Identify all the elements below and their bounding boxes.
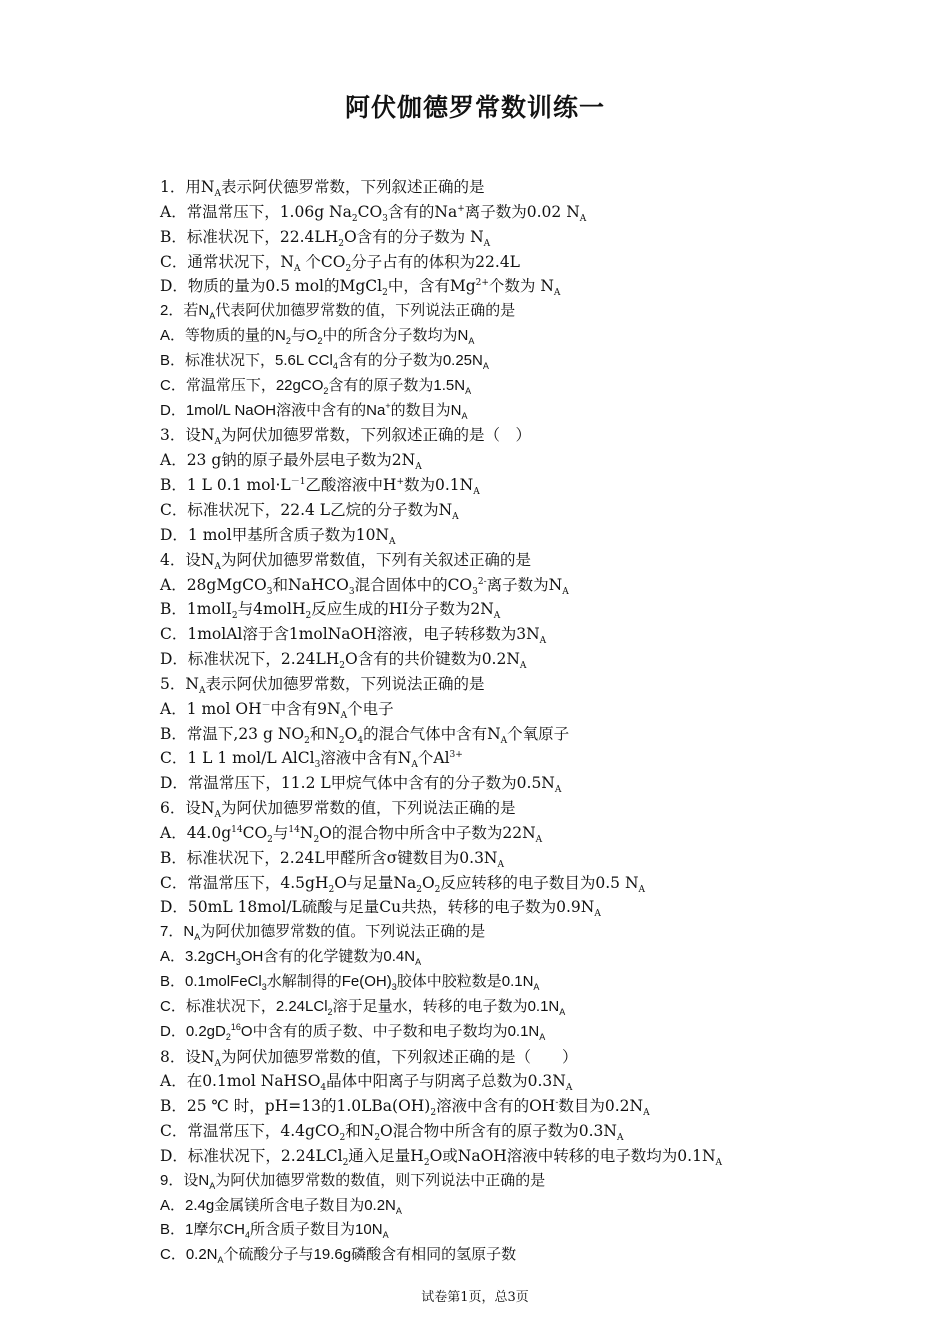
subscript: A <box>483 238 491 249</box>
text-segment: 个氧原子 <box>507 724 570 743</box>
subscript: A <box>452 512 459 523</box>
answer-option <box>160 498 900 523</box>
answer-option <box>160 746 900 771</box>
text-segment: 的数目为N <box>390 401 462 419</box>
subscript: A <box>535 835 543 846</box>
text-segment: 与 <box>272 823 289 842</box>
subscript: 2 <box>338 238 344 249</box>
superscript: 14 <box>231 824 243 835</box>
text-segment: 个电子 <box>347 699 394 718</box>
text-segment: 中，含有Mg <box>387 277 476 296</box>
subscript: A <box>473 487 480 498</box>
subscript: A <box>533 982 540 992</box>
text-segment: D．50mL 18mol/L硫酸与足量Cu共热，转移的电子数为0.9N <box>160 898 595 917</box>
subscript: A <box>415 462 422 473</box>
answer-option <box>160 1218 900 1243</box>
subscript: A <box>209 1180 216 1191</box>
superscript: 2+ <box>475 278 489 289</box>
subscript: 2 <box>345 263 352 274</box>
text-segment: D．标准状况下，2.24LCl <box>160 1146 343 1165</box>
text-segment: 晶体中阳离子与阴离子总数为0.3N <box>326 1072 566 1091</box>
text-segment: 中的所含分子数均为N <box>322 327 469 345</box>
text-segment: 和N <box>309 724 339 743</box>
text-segment: 分子占有的体积为22.4L <box>351 252 520 271</box>
subscript: 2 <box>313 835 320 846</box>
text-segment: 为阿伏加德罗常数的值，下列说法正确的是 <box>220 799 516 818</box>
subscript: 2 <box>374 1133 381 1144</box>
text-segment: OH含有的化学键数为0.4N <box>240 948 416 966</box>
question-stem <box>160 423 900 448</box>
subscript: A <box>539 636 547 647</box>
superscript: - <box>555 1098 559 1109</box>
text-segment: 与O <box>290 327 318 345</box>
superscript: －1 <box>290 476 306 487</box>
question-stem <box>160 1169 900 1194</box>
question-stem <box>160 175 900 200</box>
text-segment: 为阿伏加德罗常数的值，下列叙述正确的是（ ） <box>220 1047 578 1066</box>
text-segment: 反应生成的HI分子数为2N <box>311 600 494 619</box>
answer-option <box>160 846 900 871</box>
subscript: A <box>562 586 569 597</box>
answer-option <box>160 324 900 349</box>
text-segment: 7．N <box>160 923 195 941</box>
subscript: A <box>554 785 562 796</box>
subscript: 2 <box>342 1158 349 1168</box>
subscript: A <box>468 336 475 347</box>
answer-option <box>160 448 900 473</box>
subscript: A <box>638 884 646 895</box>
text-segment: B．1molI <box>160 600 232 619</box>
answer-option <box>160 250 900 275</box>
subscript: 2 <box>382 288 388 299</box>
text-segment: C．常温常压下，22gCO <box>160 376 324 394</box>
subscript: 2 <box>323 385 329 396</box>
text-segment: 溶液中含有的OH <box>436 1097 556 1116</box>
subscript: 2 <box>339 661 345 672</box>
text-segment: C．1 L 1 mol/L AlCl <box>160 749 315 768</box>
text-segment: D．标准状况下，2.24LH <box>160 650 340 669</box>
text-segment: A．2.4g金属镁所含电子数目为0.2N <box>160 1196 396 1214</box>
subscript: 2 <box>327 1006 333 1017</box>
answer-option <box>160 225 900 250</box>
answer-option <box>160 523 900 548</box>
text-segment: 个CO <box>300 252 346 271</box>
text-segment: B．0.1molFeCl <box>160 973 262 990</box>
subscript: A <box>539 1031 546 1042</box>
text-segment: C．通常状况下，N <box>160 252 294 271</box>
text-segment: 乙酸溶液中H <box>305 476 397 495</box>
text-segment: O <box>344 724 358 743</box>
text-segment: 代表阿伏加德罗常数的值，下列说法正确的是 <box>215 302 516 320</box>
text-segment: O的混合物中所含中子数为22N <box>319 823 536 842</box>
text-segment: CO <box>357 202 383 221</box>
text-segment: 含有的分子数为0.25N <box>337 351 483 369</box>
text-segment: O含有的分子数为 N <box>343 227 484 246</box>
subscript: A <box>461 410 468 421</box>
answer-option <box>160 722 900 747</box>
answer-option <box>160 871 900 896</box>
text-segment: N <box>299 823 314 842</box>
subscript: 3 <box>472 586 478 597</box>
text-segment: C．常温常压下，4.4gCO <box>160 1122 340 1141</box>
subscript: 2 <box>305 611 312 622</box>
text-segment: 胶体中胶粒数是0.1N <box>396 973 534 990</box>
subscript: A <box>715 1158 723 1168</box>
subscript: 2 <box>434 884 441 895</box>
text-segment: A．1 mol OH <box>160 699 262 718</box>
text-segment: A．常温常压下，1.06g Na <box>160 202 352 221</box>
answer-option <box>160 399 900 424</box>
subscript: 2 <box>317 336 323 347</box>
text-segment: 为阿伏加德罗常数值，下列有关叙述正确的是 <box>220 550 531 569</box>
superscript: + <box>457 203 465 214</box>
answer-option <box>160 821 900 846</box>
text-segment: 的混合气体中含有N <box>363 724 501 743</box>
subscript: A <box>214 1058 221 1069</box>
text-segment: 溶液中含有N <box>320 749 412 768</box>
subscript: 3 <box>261 982 267 992</box>
subscript: A <box>482 360 489 371</box>
text-segment: 为阿伏加德罗常数的值。下列说法正确的是 <box>200 923 486 941</box>
superscript: 3+ <box>449 750 463 761</box>
subscript: A <box>493 611 501 622</box>
answer-option <box>160 970 900 995</box>
text-segment: 为阿伏加德罗常数的数值，则下列说法中正确的是 <box>215 1171 546 1189</box>
text-segment: 1．用N <box>160 178 215 196</box>
subscript: 2 <box>225 1031 231 1042</box>
text-segment: B．1摩尔CH <box>160 1221 246 1239</box>
answer-option <box>160 622 900 647</box>
subscript: 3 <box>348 586 355 597</box>
subscript: A <box>395 1205 402 1216</box>
answer-option <box>160 1243 900 1268</box>
text-segment: 3．设N <box>160 426 215 445</box>
subscript: 3 <box>266 586 273 597</box>
subscript: A <box>643 1108 650 1119</box>
text-segment: 反应转移的电子数目为0.5 N <box>440 873 639 892</box>
subscript: 2 <box>328 884 335 895</box>
text-segment: O与足量Na <box>334 873 417 892</box>
text-segment: C．1molAl溶于含1molNaOH溶液，电子转移数为3N <box>160 625 540 644</box>
text-segment: D．物质的量为0.5 mol的MgCl <box>160 277 383 296</box>
text-segment: 9．设N <box>160 1171 210 1189</box>
question-stem <box>160 299 900 324</box>
subscript: 2 <box>423 1158 430 1168</box>
text-segment: D．常温常压下，11.2 L甲烷气体中含有的分子数为0.5N <box>160 774 555 793</box>
text-segment: A．44.0g <box>160 823 232 842</box>
text-segment: C．0.2N <box>160 1246 218 1264</box>
answer-option <box>160 1094 900 1119</box>
text-segment: O或NaOH溶液中转移的电子数均为0.1N <box>429 1146 716 1165</box>
answer-option <box>160 1119 900 1144</box>
text-segment: A．23 g钠的原子最外层电子数为2N <box>160 451 416 470</box>
answer-option <box>160 573 900 598</box>
text-segment: B．1 L 0.1 mol·L <box>160 476 291 495</box>
answer-option <box>160 945 900 970</box>
text-segment: 数为0.1N <box>404 476 474 495</box>
subscript: A <box>411 760 418 771</box>
question-stem <box>160 672 900 697</box>
subscript: A <box>214 189 221 200</box>
text-segment: A．3.2gCH <box>160 948 236 966</box>
answer-option <box>160 771 900 796</box>
text-segment: 和NaHCO <box>272 575 349 594</box>
question-stem <box>160 1045 900 1070</box>
text-segment: 6．设N <box>160 799 215 818</box>
subscript: A <box>565 1083 573 1094</box>
subscript: A <box>465 385 472 396</box>
superscript: + <box>396 476 404 487</box>
text-segment: 离子数为N <box>486 575 563 594</box>
question-stem <box>160 920 900 945</box>
subscript: 2 <box>416 884 422 895</box>
text-segment: C．标准状况下，22.4 L乙烷的分子数为N <box>160 500 453 519</box>
text-segment: D．1mol/L NaOH溶液中含有的Na <box>160 401 386 419</box>
text-segment: O <box>421 873 435 892</box>
text-segment: CO <box>242 823 268 842</box>
subscript: A <box>214 810 221 821</box>
text-segment: 个硫酸分子与19.6g磷酸含有相同的氢原子数 <box>223 1246 517 1264</box>
subscript: 3 <box>314 760 321 771</box>
text-segment: 表示阿伏加德罗常数，下列说法正确的是 <box>205 674 485 693</box>
subscript: A <box>217 1255 224 1266</box>
page-title: 阿伏伽德罗常数训练一 <box>344 93 605 122</box>
text-segment: O含有的共价键数为0.2N <box>344 650 520 669</box>
superscript: + <box>385 400 391 411</box>
subscript: 4 <box>357 735 364 746</box>
subscript: A <box>415 957 422 968</box>
text-segment: O中含有的质子数、中子数和电子数均为0.1N <box>240 1022 540 1040</box>
answer-option <box>160 995 900 1020</box>
subscript: 4 <box>332 360 338 371</box>
answer-option <box>160 1020 900 1045</box>
subscript: 3 <box>235 957 241 968</box>
superscript: － <box>261 700 271 711</box>
subscript: 2 <box>231 611 238 622</box>
subscript: A <box>519 661 527 672</box>
subscript: A <box>214 437 221 448</box>
text-segment: 个数为 N <box>488 277 554 296</box>
subscript: 2 <box>304 735 310 746</box>
text-segment: 表示阿伏德罗常数，下列叙述正确的是 <box>220 178 485 196</box>
text-segment: 个Al <box>417 749 450 768</box>
text-segment: 离子数为0.02 N <box>464 202 580 221</box>
text-segment: C．常温常压下，4.5gH <box>160 873 329 892</box>
text-segment: 5．N <box>160 674 199 693</box>
text-segment: 与4molH <box>237 600 306 619</box>
superscript: 14 <box>288 824 300 835</box>
text-segment: C．标准状况下，2.24LCl <box>160 997 328 1015</box>
subscript: A <box>209 311 216 322</box>
subscript: A <box>340 710 348 721</box>
answer-option <box>160 349 900 374</box>
text-segment: 混合固体中的CO <box>354 575 473 594</box>
subscript: A <box>553 288 561 299</box>
text-segment: 水解制得的Fe(OH) <box>266 973 392 990</box>
subscript: 3 <box>382 213 388 224</box>
text-segment: B．标准状况下，5.6L CCl <box>160 351 333 369</box>
subscript: 4 <box>245 1230 251 1241</box>
superscript: 2- <box>477 576 487 587</box>
text-segment: B．25 ℃ 时，pH=13的1.0LBa(OH) <box>160 1097 431 1116</box>
answer-option <box>160 1069 900 1094</box>
subscript: 2 <box>351 213 358 224</box>
answer-option <box>160 895 900 920</box>
subscript: A <box>382 1230 389 1241</box>
text-segment: 2．若N <box>160 302 210 320</box>
text-segment: 数目为0.2N <box>558 1097 644 1116</box>
subscript: A <box>559 1006 566 1017</box>
subscript: 2 <box>267 835 273 846</box>
subscript: A <box>616 1133 624 1144</box>
subscript: A <box>293 263 301 274</box>
answer-option <box>160 200 900 225</box>
text-segment: 含有的Na <box>387 202 458 221</box>
text-segment: 中含有9N <box>270 699 341 718</box>
superscript: 16 <box>230 1021 241 1032</box>
text-segment: B．标准状况下，2.24L甲醛所含σ键数目为0.3N <box>160 848 498 867</box>
answer-option <box>160 1194 900 1219</box>
answer-option <box>160 473 900 498</box>
text-segment: 8．设N <box>160 1047 215 1066</box>
subscript: 4 <box>320 1083 327 1094</box>
text-segment: A．等物质的量的N <box>160 327 286 345</box>
text-segment: 所含质子数目为10N <box>250 1221 383 1239</box>
subscript: A <box>198 685 206 696</box>
text-segment: A．28gMgCO <box>160 575 267 594</box>
text-segment: D．0.2gD <box>160 1022 226 1040</box>
text-segment: B．常温下,23 g NO <box>160 724 305 743</box>
subscript: A <box>497 859 504 870</box>
subscript: 3 <box>391 982 397 992</box>
text-segment: 含有的原子数为1.5N <box>328 376 466 394</box>
answer-option <box>160 647 900 672</box>
subscript: A <box>194 932 201 943</box>
subscript: A <box>500 735 508 746</box>
text-segment: D．1 mol甲基所含质子数为10N <box>160 525 389 544</box>
answer-option <box>160 1144 900 1169</box>
answer-option <box>160 274 900 299</box>
subscript: 2 <box>338 735 345 746</box>
text-segment: 通入足量H <box>348 1146 424 1165</box>
text-segment: 为阿伏加德罗常数，下列叙述正确的是（ ） <box>220 426 531 445</box>
subscript: 2 <box>339 1133 346 1144</box>
answer-option <box>160 597 900 622</box>
subscript: 2 <box>430 1108 437 1119</box>
subscript: 2 <box>285 336 291 347</box>
answer-option <box>160 374 900 399</box>
text-segment: 4．设N <box>160 550 215 569</box>
text-segment: 溶于足量水，转移的电子数为0.1N <box>332 997 560 1015</box>
question-stem <box>160 796 900 821</box>
question-list <box>160 175 900 1268</box>
subscript: A <box>389 536 396 547</box>
subscript: A <box>579 213 587 224</box>
text-segment: A．在0.1mol NaHSO <box>160 1072 321 1091</box>
subscript: A <box>214 561 221 572</box>
question-stem <box>160 548 900 573</box>
answer-option <box>160 697 900 722</box>
text-segment: O混合物中所含有的原子数为0.3N <box>380 1122 617 1141</box>
text-segment: 和N <box>345 1122 375 1141</box>
text-segment: B．标准状况下，22.4LH <box>160 227 339 246</box>
page-footer: 试卷第1页，总3页 <box>421 1290 529 1305</box>
subscript: A <box>594 909 601 920</box>
